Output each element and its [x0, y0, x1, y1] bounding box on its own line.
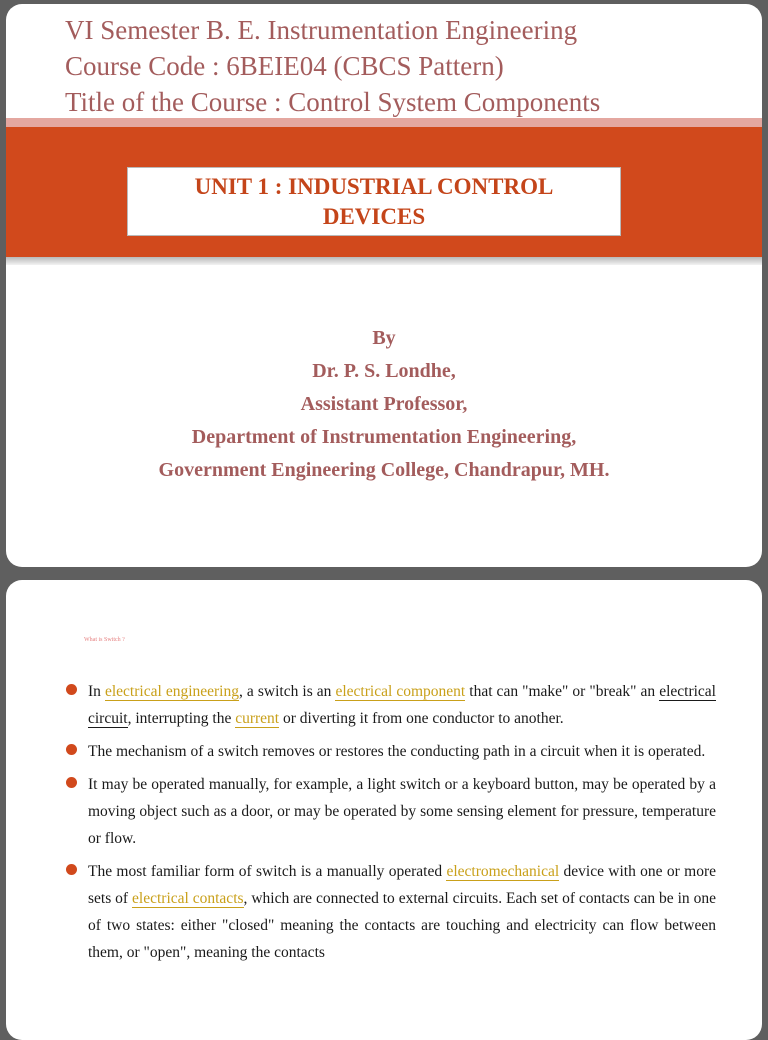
accent-bar	[6, 118, 762, 127]
bullet-icon	[66, 684, 77, 695]
author-designation: Assistant Professor,	[300, 393, 468, 415]
bullet-text: It may be operated manually, for example, a light switch or a keyboard button, may be operated by a moving object such as a door, or may be operated by some sensing element for pressure, temperature or flow.	[88, 776, 716, 847]
course-title-block	[65, 12, 752, 120]
link-electrical-engineering[interactable]: electrical engineering	[104, 683, 239, 700]
bullet-icon	[66, 864, 77, 875]
bullet-item-2	[66, 738, 716, 765]
text-run: device with one or more sets of	[88, 863, 716, 907]
course-title-line: Title of the Course : Control System Components	[65, 87, 601, 117]
course-code-line: Course Code : 6BEIE04 (CBCS Pattern)	[65, 51, 504, 81]
bullet-text	[88, 678, 716, 732]
bullet-icon	[66, 744, 77, 755]
title-slide	[6, 4, 762, 567]
author-block	[6, 322, 762, 487]
author-by: By	[372, 327, 396, 349]
unit-title-box	[127, 167, 621, 236]
link-electrical-contacts[interactable]: electrical contacts	[132, 890, 244, 907]
content-slide	[6, 580, 762, 1040]
unit-title-line2: DEVICES	[322, 203, 426, 229]
text-run: that can "make" or "break" an	[465, 683, 660, 700]
band-shadow	[6, 257, 762, 265]
author-name: Dr. P. S. Londhe,	[312, 360, 456, 382]
bullet-item-3	[66, 771, 716, 852]
text-run: In	[88, 683, 105, 700]
unit-title-line1: UNIT 1 : INDUSTRIAL CONTROL	[194, 173, 554, 199]
bullet-item-1	[66, 678, 716, 732]
author-college: Government Engineering College, Chandrapur, MH.	[158, 459, 610, 481]
bullet-text: The mechanism of a switch removes or restores the conducting path in a circuit when it is operated.	[88, 743, 706, 760]
text-run: , interrupting the	[127, 710, 236, 727]
text-run: or diverting it from one conductor to another.	[279, 710, 564, 727]
unit-band	[6, 127, 762, 257]
link-current[interactable]: current	[235, 710, 280, 727]
bullet-text	[88, 858, 716, 966]
text-run: The most familiar form of switch is a manually operated	[88, 863, 447, 880]
link-electrical-circuit[interactable]: electrical circuit	[88, 683, 716, 727]
link-electromechanical[interactable]: electromechanical	[446, 863, 560, 880]
semester-line: VI Semester B. E. Instrumentation Engineering	[65, 15, 578, 45]
author-department: Department of Instrumentation Engineering,	[191, 426, 577, 448]
text-run: , a switch is an	[239, 683, 336, 700]
slide-heading: What is Switch ?	[84, 637, 125, 643]
bullet-icon	[66, 777, 77, 788]
text-run: , which are connected to external circuits. Each set of contacts can be in one of two states: either "closed" meaning the contacts are touching and electricity can flow between them, or "open", meaning the contacts	[88, 890, 716, 961]
bullet-item-4	[66, 858, 716, 966]
bullet-list	[66, 678, 716, 972]
link-electrical-component[interactable]: electrical component	[335, 683, 466, 700]
